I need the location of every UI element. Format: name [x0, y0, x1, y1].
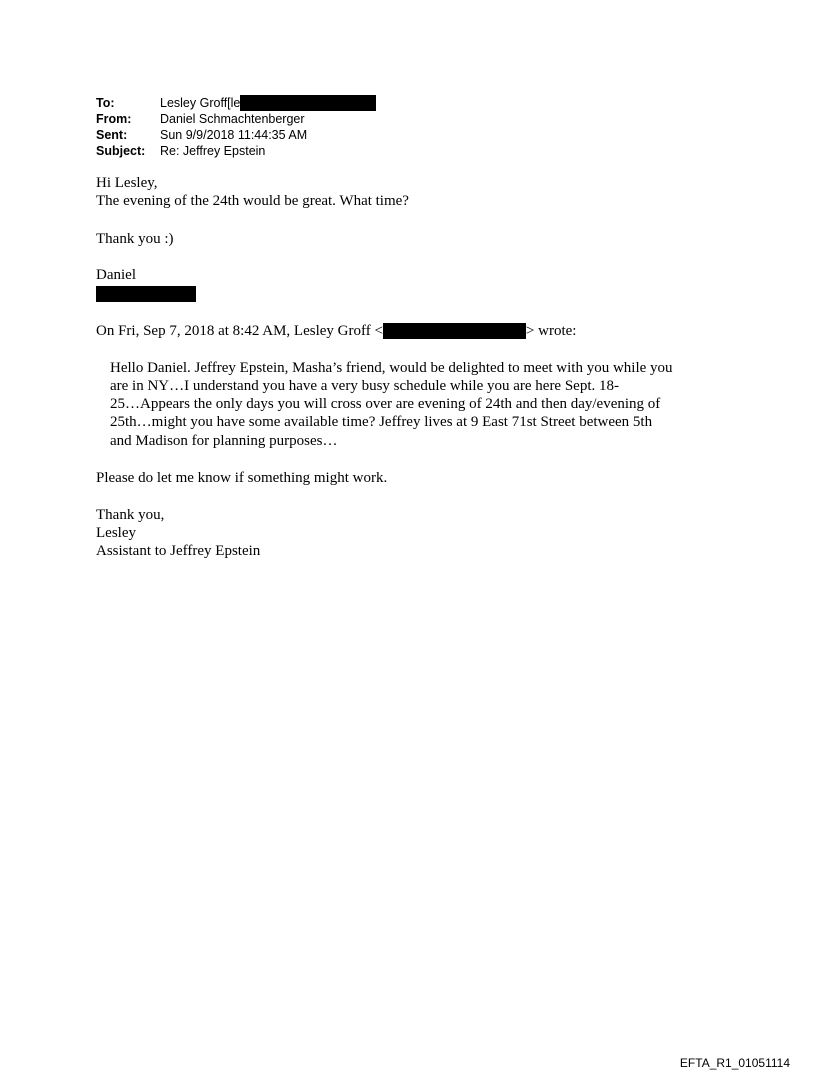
to-value: Lesley Groff[le: [160, 96, 241, 110]
quoted-line: Hello Daniel. Jeffrey Epstein, Masha’s friend, would be delighted to meet with you while you: [110, 360, 673, 376]
quoted-line: are in NY…I understand you have a very busy schedule while you are here Sept. 18-: [110, 378, 620, 394]
sent-label: Sent:: [96, 128, 128, 142]
quoted-line: 25…Appears the only days you will cross over are evening of 24th and then day/evening of: [110, 396, 661, 412]
reply-thanks: Thank you :): [96, 231, 174, 247]
quoted-line: 25th…might you have some available time? Jeffrey lives at 9 East 71st Street between 5th: [110, 414, 653, 430]
quoted-line: and Madison for planning purposes…: [110, 433, 338, 449]
quoted-closing-request: Please do let me know if something might work.: [96, 470, 388, 486]
document-id: EFTA_R1_01051114: [679, 1056, 790, 1070]
from-value: Daniel Schmachtenberger: [160, 112, 305, 126]
to-row: [96, 95, 376, 111]
redaction-box: [240, 95, 376, 111]
to-label: To:: [96, 96, 115, 110]
reply-greeting: Hi Lesley,: [96, 175, 158, 191]
quoted-sender-name: Lesley: [96, 525, 136, 541]
reply-line: The evening of the 24th would be great. What time?: [96, 193, 409, 209]
redaction-box: [383, 323, 526, 339]
from-row: [96, 111, 376, 127]
reply-signature: Daniel: [96, 267, 136, 283]
subject-row: [96, 143, 376, 159]
attribution-suffix: > wrote:: [525, 323, 577, 339]
redaction-box: [96, 286, 196, 302]
attribution-prefix: On Fri, Sep 7, 2018 at 8:42 AM, Lesley Groff <: [96, 323, 383, 339]
subject-value: Re: Jeffrey Epstein: [160, 144, 266, 158]
sent-value: Sun 9/9/2018 11:44:35 AM: [160, 128, 308, 142]
from-label: From:: [96, 112, 132, 126]
sent-row: [96, 127, 376, 143]
email-header: [96, 95, 376, 159]
subject-label: Subject:: [96, 144, 146, 158]
quoted-sign-off: Thank you,: [96, 507, 165, 523]
quote-attribution: [96, 322, 576, 341]
quoted-sender-title: Assistant to Jeffrey Epstein: [96, 543, 261, 559]
